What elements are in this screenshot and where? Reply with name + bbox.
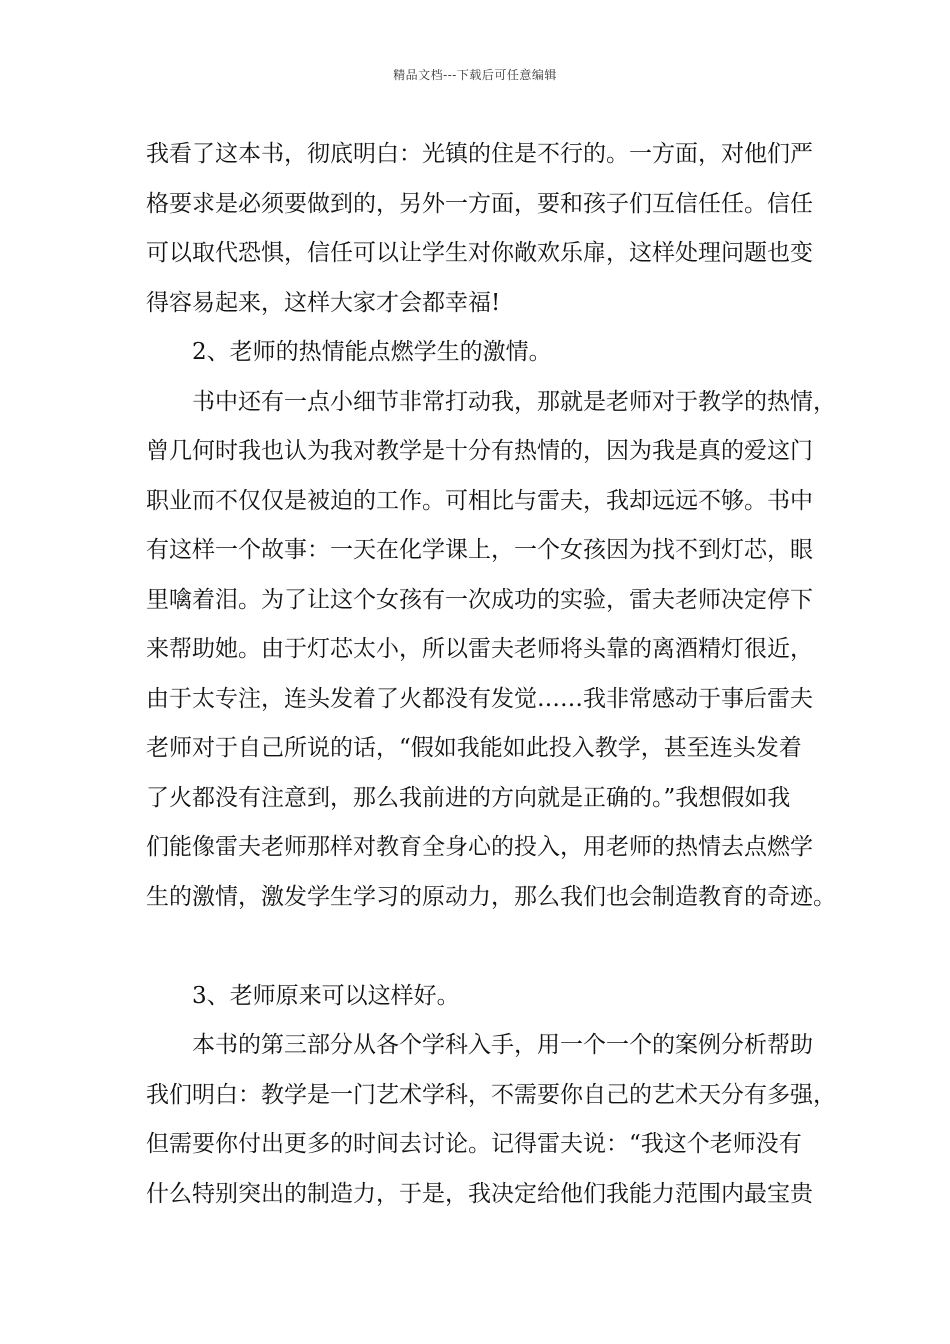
paragraph-line: 老师对于自己所说的话，“假如我能如此投入教学，甚至连头发着 — [146, 735, 802, 761]
paragraph-line: 什么特别突出的制造力，于是，我决定给他们我能力范围内最宝贵 — [146, 1180, 813, 1207]
paragraph-line: 可以取代恐惧，信任可以让学生对你敞欢乐扉，这样处理问题也变 — [146, 240, 813, 266]
paragraph-line: 了火都没有注意到，那么我前进的方向就是正确的。”我想假如我 — [146, 784, 791, 811]
paragraph-line: 职业而不仅仅是被迫的工作。可相比与雷夫，我却远远不够。书中 — [146, 487, 813, 514]
paragraph-line: 里噙着泪。为了让这个女孩有一次成功的实验，雷夫老师决定停下 — [146, 586, 813, 613]
paragraph-line: 书中还有一点小细节非常打动我，那就是老师对于教学的热情， — [192, 388, 836, 415]
paragraph-line: 但需要你付出更多的时间去讨论。记得雷夫说：“我这个老师没有 — [146, 1131, 802, 1157]
paragraph-line: 本书的第三部分从各个学科入手，用一个一个的案例分析帮助 — [192, 1032, 813, 1058]
paragraph-line: 来帮助她。由于灯芯太小，所以雷夫老师将头靠的离酒精灯很近， — [146, 636, 813, 662]
paragraph-line: 曾几何时我也认为我对教学是十分有热情的，因为我是真的爱这门 — [146, 438, 813, 464]
paragraph-line: 生的激情，激发学生学习的原动力，那么我们也会制造教育的奇迹。 — [146, 883, 836, 910]
section-heading-2: 2、老师的热情能点燃学生的激情。 — [192, 339, 552, 365]
paragraph-line: 我看了这本书，彻底明白：光镇的住是不行的。一方面，对他们严 — [146, 141, 813, 167]
paragraph-line: 得容易起来，这样大家才会都幸福! — [146, 289, 501, 316]
paragraph-line: 有这样一个故事：一天在化学课上，一个女孩因为找不到灯芯，眼 — [146, 537, 813, 563]
paragraph-line: 我们明白：教学是一门艺术学科，不需要你自己的艺术天分有多强， — [146, 1081, 836, 1108]
paragraph-line: 格要求是必须要做到的，另外一方面，要和孩子们互信任任。信任 — [146, 190, 813, 217]
section-heading-3: 3、老师原来可以这样好。 — [192, 982, 460, 1009]
paragraph-spacer — [146, 922, 826, 972]
page-header: 精品文档---下载后可任意编辑 — [393, 68, 557, 82]
paragraph-line: 由于太专注，连头发着了火都没有发觉……我非常感动于事后雷夫 — [146, 685, 813, 712]
paragraph-line: 们能像雷夫老师那样对教育全身心的投入，用老师的热情去点燃学 — [146, 834, 813, 860]
document-body — [146, 130, 836, 1219]
